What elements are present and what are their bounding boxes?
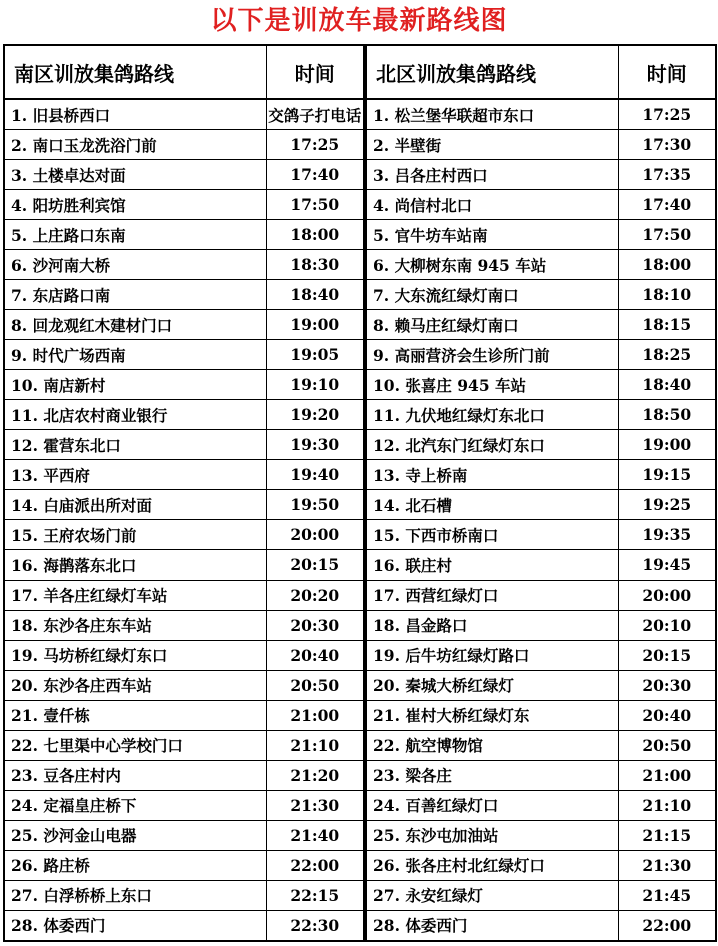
north-stop-time: 20:10 xyxy=(618,610,716,640)
table-row xyxy=(4,580,364,610)
table-row xyxy=(366,730,716,760)
table-row xyxy=(366,910,716,941)
north-route-stop: 16. 联庄村 xyxy=(366,550,618,580)
table-row xyxy=(366,99,716,130)
south-stop-time: 17:25 xyxy=(266,130,364,160)
table-row xyxy=(4,820,364,850)
south-route-stop: 12. 霍营东北口 xyxy=(4,430,266,460)
south-route-stop: 10. 南店新村 xyxy=(4,370,266,400)
north-stop-time: 18:00 xyxy=(618,250,716,280)
north-route-stop: 18. 昌金路口 xyxy=(366,610,618,640)
table-row xyxy=(4,730,364,760)
north-route-stop: 9. 高丽营济会生诊所门前 xyxy=(366,340,618,370)
south-stop-time: 交鸽子打电话 xyxy=(266,99,364,130)
table-row xyxy=(366,850,716,880)
table-row xyxy=(4,550,364,580)
south-route-header: 南区训放集鸽路线 xyxy=(4,45,266,99)
table-row xyxy=(4,760,364,790)
north-stop-time: 21:10 xyxy=(618,790,716,820)
south-route-stop: 3. 土楼卓达对面 xyxy=(4,160,266,190)
table-row xyxy=(366,490,716,520)
south-stop-time: 19:05 xyxy=(266,340,364,370)
table-header-row xyxy=(366,45,716,99)
table-row xyxy=(366,280,716,310)
table-row xyxy=(4,670,364,700)
south-route-rows xyxy=(4,99,364,941)
south-route-stop: 23. 豆各庄村内 xyxy=(4,760,266,790)
south-stop-time: 20:40 xyxy=(266,640,364,670)
south-route-stop: 18. 东沙各庄东车站 xyxy=(4,610,266,640)
south-route-stop: 24. 定福皇庄桥下 xyxy=(4,790,266,820)
table-row xyxy=(366,610,716,640)
table-row xyxy=(366,550,716,580)
south-route-stop: 14. 白庙派出所对面 xyxy=(4,490,266,520)
north-route-stop: 5. 官牛坊车站南 xyxy=(366,220,618,250)
table-row xyxy=(4,99,364,130)
table-row xyxy=(366,250,716,280)
north-route-stop: 2. 半壁街 xyxy=(366,130,618,160)
south-time-header: 时间 xyxy=(266,45,364,99)
north-route-stop: 24. 百善红绿灯口 xyxy=(366,790,618,820)
north-time-header: 时间 xyxy=(618,45,716,99)
south-stop-time: 18:40 xyxy=(266,280,364,310)
north-stop-time: 18:50 xyxy=(618,400,716,430)
north-stop-time: 19:45 xyxy=(618,550,716,580)
south-stop-time: 21:10 xyxy=(266,730,364,760)
table-row xyxy=(366,520,716,550)
south-route-stop: 7. 东店路口南 xyxy=(4,280,266,310)
table-row xyxy=(4,370,364,400)
north-route-stop: 15. 下西市桥南口 xyxy=(366,520,618,550)
north-stop-time: 19:15 xyxy=(618,460,716,490)
south-stop-time: 20:50 xyxy=(266,670,364,700)
table-row xyxy=(4,790,364,820)
table-row xyxy=(366,160,716,190)
south-stop-time: 18:00 xyxy=(266,220,364,250)
south-route-stop: 27. 白浮桥桥上东口 xyxy=(4,880,266,910)
north-route-stop: 10. 张喜庄 945 车站 xyxy=(366,370,618,400)
table-row xyxy=(4,430,364,460)
north-route-stop: 6. 大柳树东南 945 车站 xyxy=(366,250,618,280)
south-route-stop: 9. 时代广场西南 xyxy=(4,340,266,370)
south-stop-time: 20:15 xyxy=(266,550,364,580)
south-route-stop: 16. 海鹊落东北口 xyxy=(4,550,266,580)
south-route-stop: 26. 路庄桥 xyxy=(4,850,266,880)
north-stop-time: 21:45 xyxy=(618,880,716,910)
table-row xyxy=(366,790,716,820)
south-stop-time: 17:50 xyxy=(266,190,364,220)
north-stop-time: 20:40 xyxy=(618,700,716,730)
north-route-stop: 23. 梁各庄 xyxy=(366,760,618,790)
south-route-stop: 19. 马坊桥红绿灯东口 xyxy=(4,640,266,670)
south-route-stop: 4. 阳坊胜利宾馆 xyxy=(4,190,266,220)
north-stop-time: 18:15 xyxy=(618,310,716,340)
south-stop-time: 20:30 xyxy=(266,610,364,640)
page-title: 以下是训放车最新路线图 xyxy=(210,6,508,36)
north-route-stop: 25. 东沙屯加油站 xyxy=(366,820,618,850)
table-row xyxy=(366,640,716,670)
south-route-stop: 5. 上庄路口东南 xyxy=(4,220,266,250)
table-row xyxy=(4,460,364,490)
north-stop-time: 20:30 xyxy=(618,670,716,700)
north-route-stop: 12. 北汽东门红绿灯东口 xyxy=(366,430,618,460)
north-stop-time: 21:00 xyxy=(618,760,716,790)
table-row xyxy=(4,520,364,550)
north-route-stop: 14. 北石槽 xyxy=(366,490,618,520)
north-stop-time: 21:30 xyxy=(618,850,716,880)
table-row xyxy=(4,400,364,430)
south-route-stop: 13. 平西府 xyxy=(4,460,266,490)
north-route-stop: 22. 航空博物馆 xyxy=(366,730,618,760)
table-row xyxy=(4,130,364,160)
north-route-rows xyxy=(366,99,716,941)
south-route-stop: 20. 东沙各庄西车站 xyxy=(4,670,266,700)
north-stop-time: 18:25 xyxy=(618,340,716,370)
north-stop-time: 17:40 xyxy=(618,190,716,220)
south-stop-time: 19:50 xyxy=(266,490,364,520)
table-row xyxy=(366,820,716,850)
south-route-stop: 21. 壹仟栋 xyxy=(4,700,266,730)
table-row xyxy=(4,880,364,910)
table-row xyxy=(366,130,716,160)
north-route-stop: 17. 西营红绿灯口 xyxy=(366,580,618,610)
table-row xyxy=(4,910,364,941)
table-header-row xyxy=(4,45,364,99)
table-row xyxy=(366,370,716,400)
south-stop-time: 20:00 xyxy=(266,520,364,550)
south-route-stop: 22. 七里渠中心学校门口 xyxy=(4,730,266,760)
table-row xyxy=(366,190,716,220)
table-row xyxy=(366,460,716,490)
north-route-header: 北区训放集鸽路线 xyxy=(366,45,618,99)
south-route-stop: 25. 沙河金山电器 xyxy=(4,820,266,850)
north-route-stop: 27. 永安红绿灯 xyxy=(366,880,618,910)
table-row xyxy=(366,760,716,790)
table-row xyxy=(366,340,716,370)
table-row xyxy=(4,190,364,220)
table-row xyxy=(366,430,716,460)
table-row xyxy=(366,880,716,910)
north-route-stop: 4. 尚信村北口 xyxy=(366,190,618,220)
north-stop-time: 19:00 xyxy=(618,430,716,460)
north-route-stop: 26. 张各庄村北红绿灯口 xyxy=(366,850,618,880)
table-row xyxy=(366,700,716,730)
north-stop-time: 17:35 xyxy=(618,160,716,190)
north-route-stop: 1. 松兰堡华联超市东口 xyxy=(366,99,618,130)
south-stop-time: 21:30 xyxy=(266,790,364,820)
table-row xyxy=(4,310,364,340)
south-route-table xyxy=(3,44,365,942)
table-row xyxy=(366,310,716,340)
table-row xyxy=(4,280,364,310)
south-route-stop: 28. 体委西门 xyxy=(4,910,266,941)
table-row xyxy=(4,160,364,190)
south-route-stop: 6. 沙河南大桥 xyxy=(4,250,266,280)
north-stop-time: 20:50 xyxy=(618,730,716,760)
table-row xyxy=(366,400,716,430)
south-route-stop: 1. 旧县桥西口 xyxy=(4,99,266,130)
table-row xyxy=(4,640,364,670)
south-stop-time: 22:15 xyxy=(266,880,364,910)
south-stop-time: 21:00 xyxy=(266,700,364,730)
table-row xyxy=(366,580,716,610)
north-route-stop: 21. 崔村大桥红绿灯东 xyxy=(366,700,618,730)
south-stop-time: 19:40 xyxy=(266,460,364,490)
table-row xyxy=(366,670,716,700)
north-stop-time: 18:40 xyxy=(618,370,716,400)
north-stop-time: 20:15 xyxy=(618,640,716,670)
table-row xyxy=(4,220,364,250)
south-stop-time: 18:30 xyxy=(266,250,364,280)
north-route-table xyxy=(365,44,717,942)
south-route-stop: 15. 王府农场门前 xyxy=(4,520,266,550)
north-stop-time: 17:50 xyxy=(618,220,716,250)
table-row xyxy=(4,250,364,280)
north-stop-time: 19:35 xyxy=(618,520,716,550)
north-route-stop: 28. 体委西门 xyxy=(366,910,618,941)
north-stop-time: 19:25 xyxy=(618,490,716,520)
south-route-stop: 2. 南口玉龙洗浴门前 xyxy=(4,130,266,160)
north-stop-time: 22:00 xyxy=(618,910,716,941)
north-stop-time: 21:15 xyxy=(618,820,716,850)
north-route-stop: 3. 吕各庄村西口 xyxy=(366,160,618,190)
route-tables xyxy=(3,44,715,942)
south-stop-time: 19:10 xyxy=(266,370,364,400)
table-row xyxy=(4,850,364,880)
north-stop-time: 18:10 xyxy=(618,280,716,310)
table-row xyxy=(366,220,716,250)
north-route-stop: 8. 赖马庄红绿灯南口 xyxy=(366,310,618,340)
table-row xyxy=(4,700,364,730)
north-stop-time: 17:30 xyxy=(618,130,716,160)
south-stop-time: 19:30 xyxy=(266,430,364,460)
north-route-stop: 19. 后牛坊红绿灯路口 xyxy=(366,640,618,670)
table-row xyxy=(4,340,364,370)
north-route-stop: 20. 秦城大桥红绿灯 xyxy=(366,670,618,700)
south-route-stop: 8. 回龙观红木建材门口 xyxy=(4,310,266,340)
south-stop-time: 21:40 xyxy=(266,820,364,850)
north-route-stop: 7. 大东流红绿灯南口 xyxy=(366,280,618,310)
south-route-stop: 17. 羊各庄红绿灯车站 xyxy=(4,580,266,610)
north-stop-time: 20:00 xyxy=(618,580,716,610)
south-stop-time: 22:30 xyxy=(266,910,364,941)
south-stop-time: 20:20 xyxy=(266,580,364,610)
table-row xyxy=(4,610,364,640)
south-stop-time: 19:20 xyxy=(266,400,364,430)
south-stop-time: 22:00 xyxy=(266,850,364,880)
north-stop-time: 17:25 xyxy=(618,99,716,130)
north-route-stop: 13. 寺上桥南 xyxy=(366,460,618,490)
south-stop-time: 19:00 xyxy=(266,310,364,340)
south-route-stop: 11. 北店农村商业银行 xyxy=(4,400,266,430)
south-stop-time: 21:20 xyxy=(266,760,364,790)
south-stop-time: 17:40 xyxy=(266,160,364,190)
north-route-stop: 11. 九伏地红绿灯东北口 xyxy=(366,400,618,430)
table-row xyxy=(4,490,364,520)
